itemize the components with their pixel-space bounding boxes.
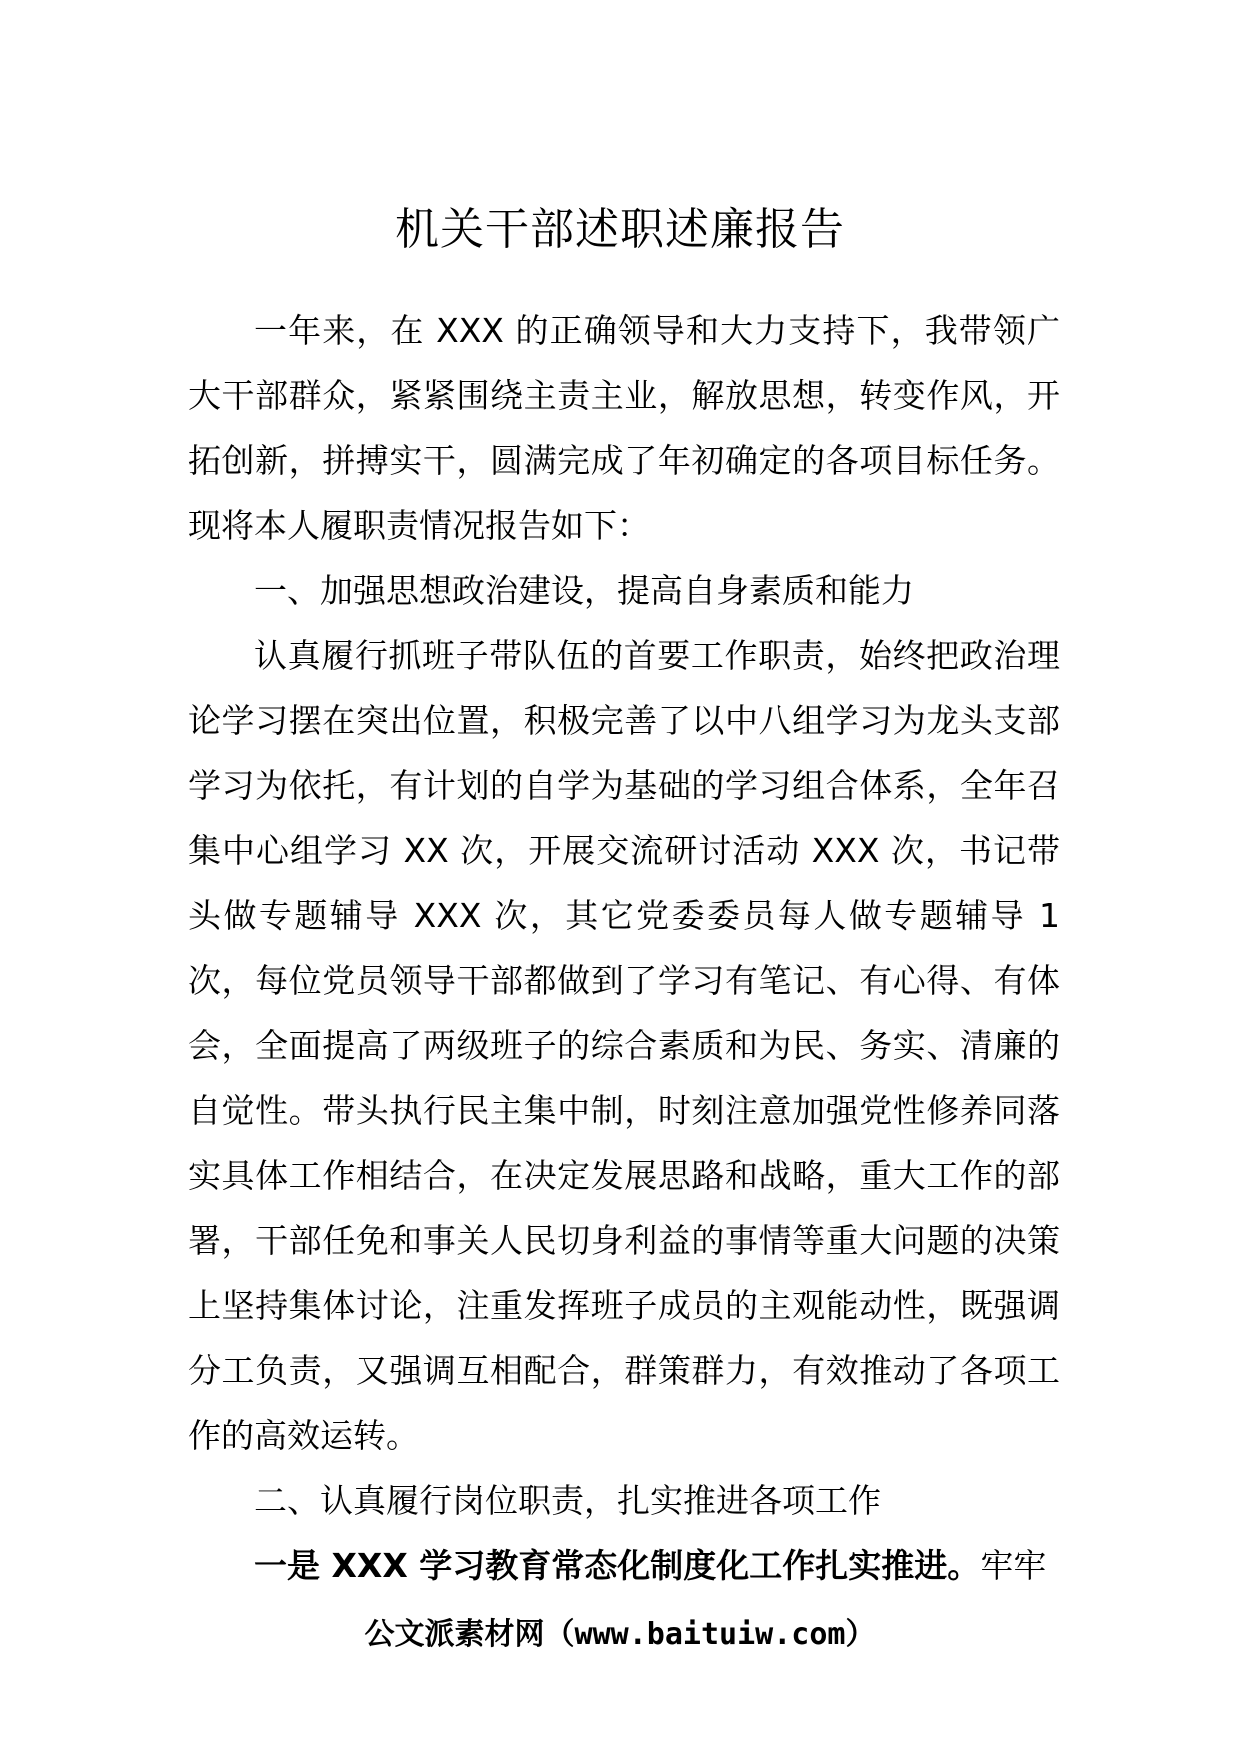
section-1-paragraph: 认真履行抓班子带队伍的首要工作职责，始终把政治理论学习摆在突出位置，积极完善了以中八组学习为龙头支部学习为依托，有计划的自学为基础的学习组合体系，全年召集中心组学习 XX 次，开展交流研讨活动 XXX 次，书记带头做专题辅导 XXX 次，其它党委委员每人做专题辅导 1 次，每位党员领导干部都做到了学习有笔记、有心得、有体会，全面提高了两级班子的综合素质和为民、务实、清廉的自觉性。带头执行民主集中制，时刻注意加强党性修养同落实具体工作相结合，在决定发展思路和战略，重大工作的部署，干部任免和事关人民切身利益的事情等重大问题的决策上坚持集体讨论，注重发挥班子成员的主观能动性，既强调分工负责，又强调互相配合，群策群力，有效推动了各项工作的高效运转。 (188, 636, 1060, 1455)
section-1-heading: 一、加强思想政治建设，提高自身素质和能力 (254, 571, 914, 610)
section-2-heading: 二、认真履行岗位职责，扎实推进各项工作 (254, 1481, 881, 1520)
document-body (188, 298, 1060, 1598)
footer-watermark (0, 1612, 1240, 1658)
section-2-lead-bold: 一是 XXX 学习教育常态化制度化工作扎实推进。 (254, 1546, 981, 1585)
section-2-lead-text: 牢牢 (980, 1546, 1047, 1585)
footer-site-name: 公文派素材网 (364, 1617, 545, 1652)
footer-site-url: （www.baituiw.com） (544, 1617, 876, 1652)
intro-paragraph: 一年来，在 XXX 的正确领导和大力支持下，我带领广大干部群众，紧紧围绕主责主业，解放思想，转变作风，开拓创新，拼搏实干，圆满完成了年初确定的各项目标任务。现将本人履职责情况报告如下： (188, 311, 1060, 545)
section-2-paragraph (188, 1533, 1060, 1598)
document-title: 机关干部述职述廉报告 (395, 204, 845, 255)
